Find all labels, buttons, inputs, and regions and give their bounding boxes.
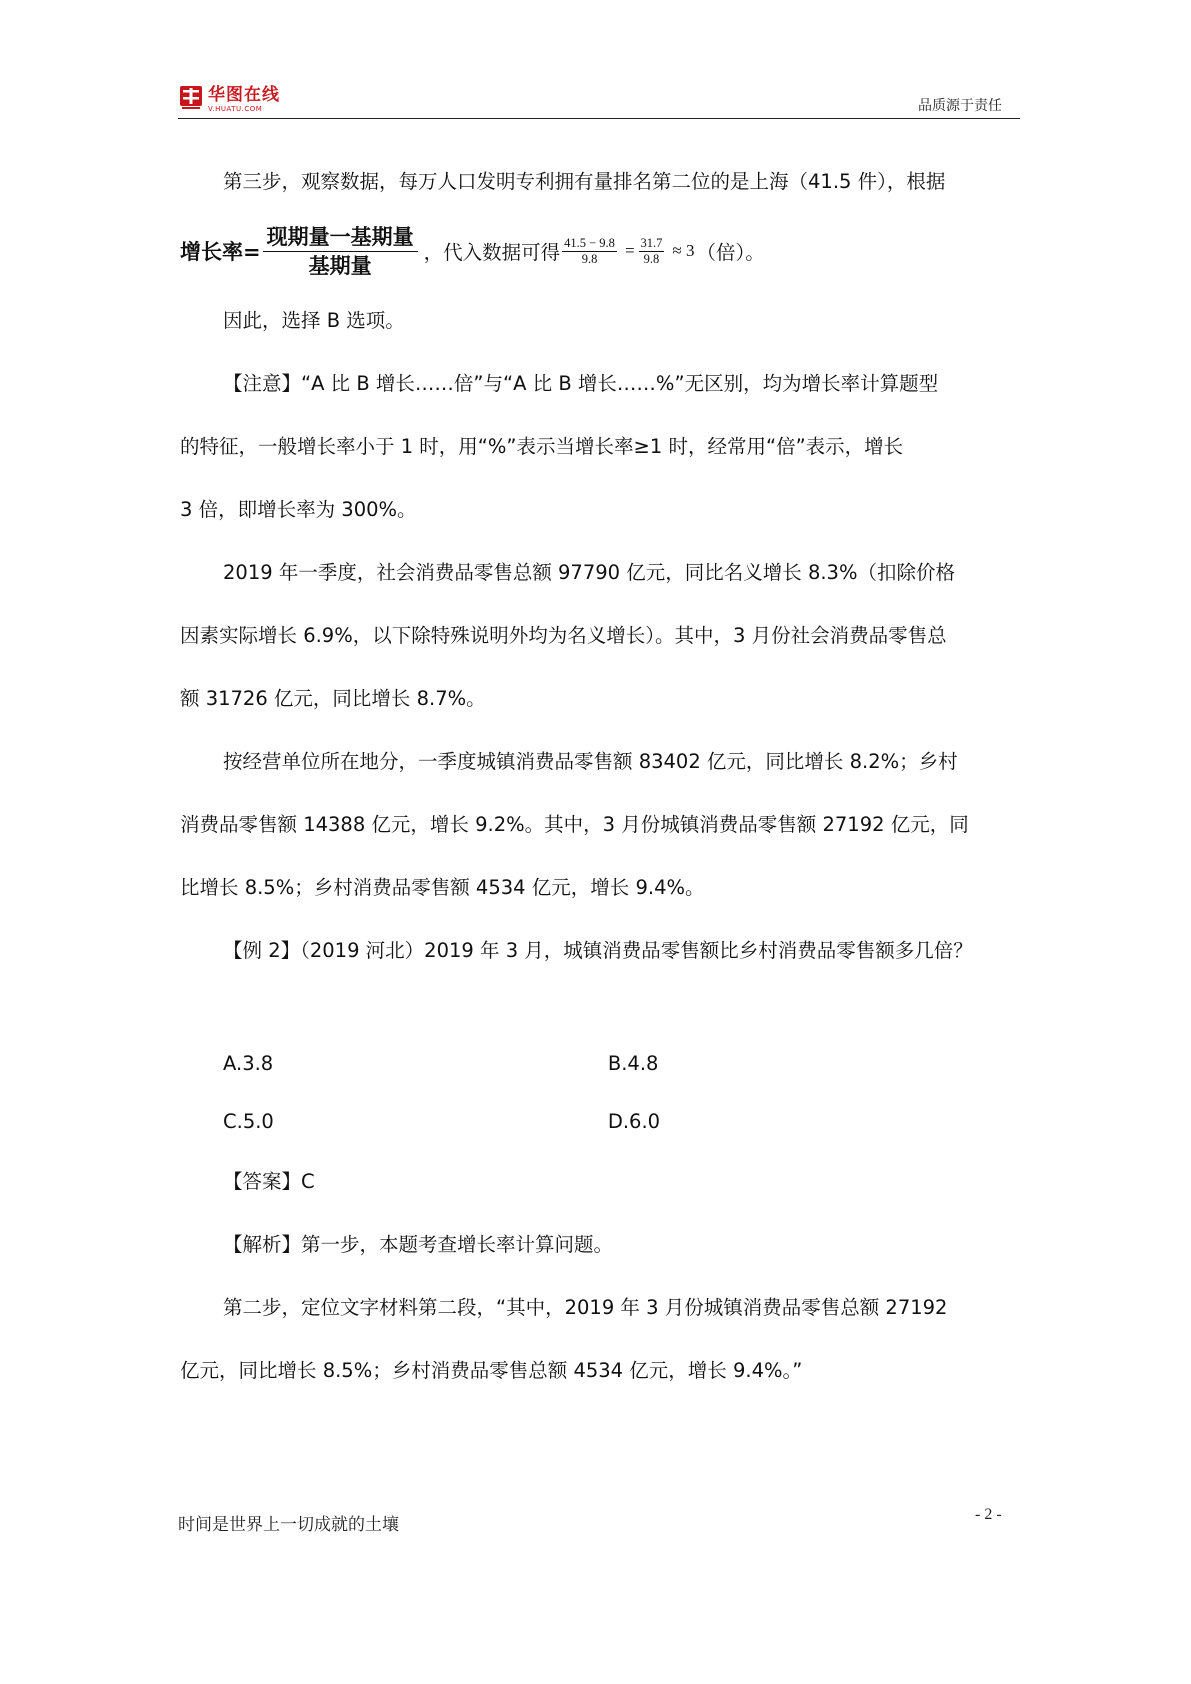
example-question: 【例 2】（2019 河北）2019 年 3 月，城镇消费品零售额比乡村消费品零售额多几倍？ bbox=[223, 939, 973, 962]
formula-tail: （倍）。 bbox=[696, 241, 765, 264]
formula-fraction bbox=[263, 223, 418, 280]
calc-fraction-2-numerator: 31.7 bbox=[640, 235, 663, 250]
options-row-1 bbox=[180, 1034, 1022, 1092]
calc-fraction-1 bbox=[562, 236, 617, 267]
analysis-line: 【解析】第一步，本题考查增长率计算问题。 bbox=[223, 1233, 614, 1256]
urban-rural-line-2: 消费品零售额 14388 亿元，增长 9.2%。其中，3 月份城镇消费品零售额 27192 亿元，同 bbox=[180, 813, 969, 836]
paragraph-urban-rural bbox=[180, 730, 1022, 919]
options-row-2 bbox=[180, 1092, 1022, 1150]
logo-url: V.HUATU.COM bbox=[208, 105, 263, 113]
urban-rural-line-1: 按经营单位所在地分，一季度城镇消费品零售额 83402 亿元，同比增长 8.2%；乡村 bbox=[223, 750, 958, 773]
formula-label: 增长率= bbox=[180, 239, 261, 264]
page-header bbox=[178, 82, 1020, 119]
step2-line-1: 第二步，定位文字材料第二段，“其中，2019 年 3 月份城镇消费品零售总额 27192 bbox=[223, 1296, 948, 1319]
formula-denominator: 基期量 bbox=[308, 252, 372, 278]
paragraph-conclusion: 因此，选择 B 选项。 bbox=[223, 309, 405, 332]
option-a: A.3.8 bbox=[223, 1051, 274, 1075]
retail-line-1: 2019 年一季度，社会消费品零售总额 97790 亿元，同比名义增长 8.3%（扣除价格 bbox=[223, 561, 955, 584]
urban-rural-line-3: 比增长 8.5%；乡村消费品零售额 4534 亿元，增长 9.4%。 bbox=[180, 876, 705, 899]
page-number: - 2 - bbox=[975, 1506, 1002, 1523]
calc-fraction-2 bbox=[639, 236, 665, 267]
calc-fraction-1-denominator: 9.8 bbox=[581, 251, 598, 266]
formula-middle-text: ，代入数据可得 bbox=[423, 241, 561, 264]
step2-line-2: 亿元，同比增长 8.5%；乡村消费品零售总额 4534 亿元，增长 9.4%。” bbox=[180, 1359, 803, 1382]
footer-motto: 时间是世界上一切成就的土壤 bbox=[178, 1515, 399, 1535]
paragraph-step2 bbox=[180, 1276, 1022, 1402]
retail-line-3: 额 31726 亿元，同比增长 8.7%。 bbox=[180, 687, 486, 710]
header-slogan: 品质源于责任 bbox=[918, 98, 1002, 114]
logo-name: 华图在线 bbox=[208, 85, 280, 105]
paragraph-step3: 第三步，观察数据，每万人口发明专利拥有量排名第二位的是上海（41.5 件），根据 bbox=[223, 170, 946, 193]
approx-result: ≈ 3 bbox=[672, 241, 695, 260]
option-c: C.5.0 bbox=[223, 1109, 274, 1133]
option-b: B.4.8 bbox=[607, 1051, 659, 1075]
paragraph-retail-total bbox=[180, 541, 1022, 730]
paragraph-note bbox=[180, 352, 1022, 541]
retail-line-2: 因素实际增长 6.9%，以下除特殊说明外均为名义增长）。其中，3 月份社会消费品零售总 bbox=[180, 624, 947, 647]
note-line-3: 3 倍，即增长率为 300%。 bbox=[180, 498, 417, 521]
calc-fraction-1-numerator: 41.5 − 9.8 bbox=[564, 235, 615, 250]
note-line-2: 的特征，一般增长率小于 1 时，用“%”表示当增长率≥1 时，经常用“倍”表示，增长 bbox=[180, 435, 904, 458]
equals-sign: = bbox=[624, 241, 635, 260]
answer-line: 【答案】C bbox=[223, 1170, 315, 1193]
calc-fraction-2-denominator: 9.8 bbox=[643, 251, 660, 266]
formula-numerator: 现期量一基期量 bbox=[266, 223, 414, 249]
option-d: D.6.0 bbox=[607, 1109, 661, 1133]
huatu-logo bbox=[180, 86, 280, 116]
note-line-1: 【注意】“A 比 B 增长……倍”与“A 比 B 增长……%”无区别，均为增长率计算题型 bbox=[223, 372, 939, 395]
document-body bbox=[180, 150, 1022, 1402]
huatu-logo-icon bbox=[180, 86, 202, 112]
growth-rate-formula bbox=[180, 213, 1022, 289]
